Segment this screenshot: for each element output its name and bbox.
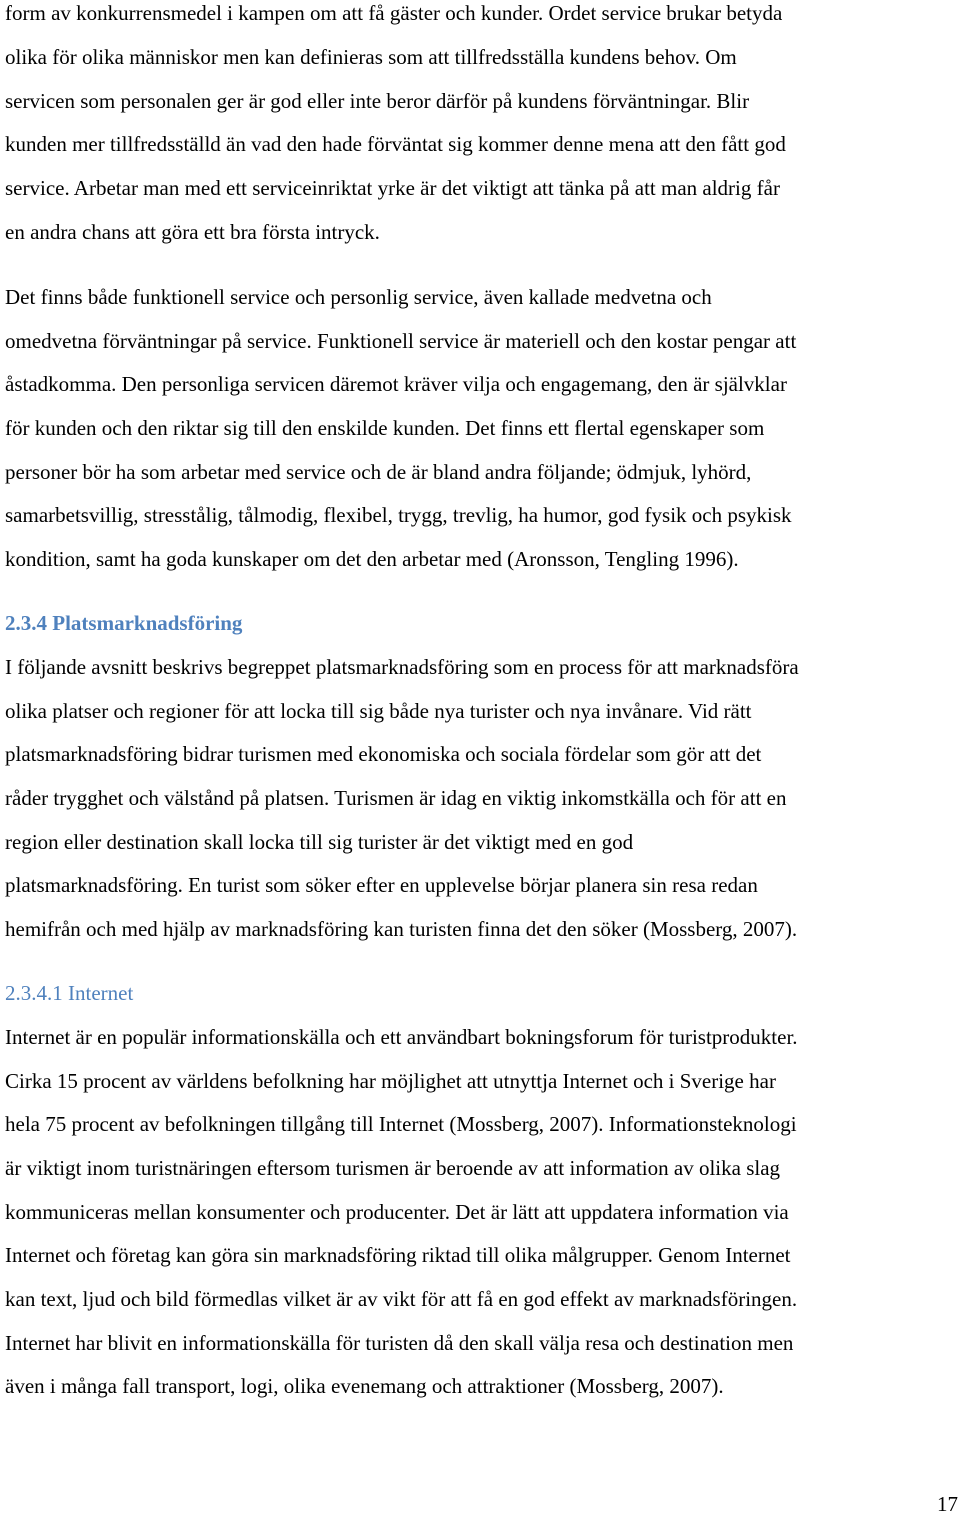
text-line: Internet och företag kan göra sin marknadsföring riktad till olika målgrupper. Genom Internet — [5, 1243, 791, 1267]
text-line: även i många fall transport, logi, olika evenemang och attraktioner (Mossberg, 2007). — [5, 1374, 724, 1398]
text-line: åstadkomma. Den personliga servicen däremot kräver vilja och engagemang, den är självklar — [5, 372, 787, 396]
text-line: region eller destination skall locka till sig turister är det viktigt med en god — [5, 830, 634, 854]
text-line: kondition, samt ha goda kunskaper om det den arbetar med (Aronsson, Tengling 1996). — [5, 547, 739, 571]
text-line: en andra chans att göra ett bra första intryck. — [5, 220, 380, 244]
text-line: kommuniceras mellan konsumenter och producenter. Det är lätt att uppdatera information via — [5, 1200, 789, 1224]
text-line: Internet har blivit en informationskälla för turisten då den skall välja resa och destination men — [5, 1331, 794, 1355]
text-line: olika platser och regioner för att locka till sig både nya turister och nya invånare. Vid rätt — [5, 699, 752, 723]
text-line: servicen som personalen ger är god eller inte beror därför på kundens förväntningar. Blir — [5, 89, 750, 113]
text-line: hemifrån och med hjälp av marknadsföring kan turisten finna det den söker (Mossberg, 2007). — [5, 917, 798, 941]
text-line: råder trygghet och välstånd på platsen. Turismen är idag en viktig inkomstkälla och för att en — [5, 786, 787, 810]
section-heading-platsmarknadsforing: 2.3.4 Platsmarknadsföring — [5, 611, 243, 635]
text-line: personer bör ha som arbetar med service och de är bland andra följande; ödmjuk, lyhörd, — [5, 460, 752, 484]
text-line: form av konkurrensmedel i kampen om att få gäster och kunder. Ordet service brukar betyda — [5, 1, 783, 25]
text-line: för kunden och den riktar sig till den enskilde kunden. Det finns ett flertal egenskaper som — [5, 416, 765, 440]
text-line: olika för olika människor men kan definieras som att tillfredsställa kundens behov. Om — [5, 45, 737, 69]
text-line: kan text, ljud och bild förmedlas vilket är av vikt för att få en god effekt av marknadsföringen. — [5, 1287, 798, 1311]
text-line: kunden mer tillfredsställd än vad den hade förväntat sig kommer denne mena att den fått god — [5, 132, 786, 156]
text-line: Internet är en populär informationskälla och ett användbart bokningsforum för turistprodukter. — [5, 1025, 798, 1049]
subsection-heading-internet: 2.3.4.1 Internet — [5, 981, 134, 1005]
text-line: Det finns både funktionell service och personlig service, även kallade medvetna och — [5, 285, 712, 309]
text-line: I följande avsnitt beskrivs begreppet platsmarknadsföring som en process för att marknadsföra — [5, 655, 799, 679]
text-line: Cirka 15 procent av världens befolkning har möjlighet att utnyttja Internet och i Sverige har — [5, 1069, 776, 1093]
text-line: samarbetsvillig, stresstålig, tålmodig, flexibel, trygg, trevlig, ha humor, god fysik och psykisk — [5, 503, 792, 527]
text-line: service. Arbetar man med ett serviceinriktat yrke är det viktigt att tänka på att man aldrig får — [5, 176, 780, 200]
text-line: omedvetna förväntningar på service. Funktionell service är materiell och den kostar pengar att — [5, 329, 797, 353]
text-line: platsmarknadsföring bidrar turismen med ekonomiska och sociala fördelar som gör att det — [5, 742, 762, 766]
page-number: 17 — [937, 1492, 958, 1516]
text-line: platsmarknadsföring. En turist som söker efter en upplevelse börjar planera sin resa redan — [5, 873, 758, 897]
text-line: hela 75 procent av befolkningen tillgång till Internet (Mossberg, 2007). Informationsteknologi — [5, 1112, 797, 1136]
text-line: är viktigt inom turistnäringen eftersom turismen är beroende av att information av olika slag — [5, 1156, 781, 1180]
